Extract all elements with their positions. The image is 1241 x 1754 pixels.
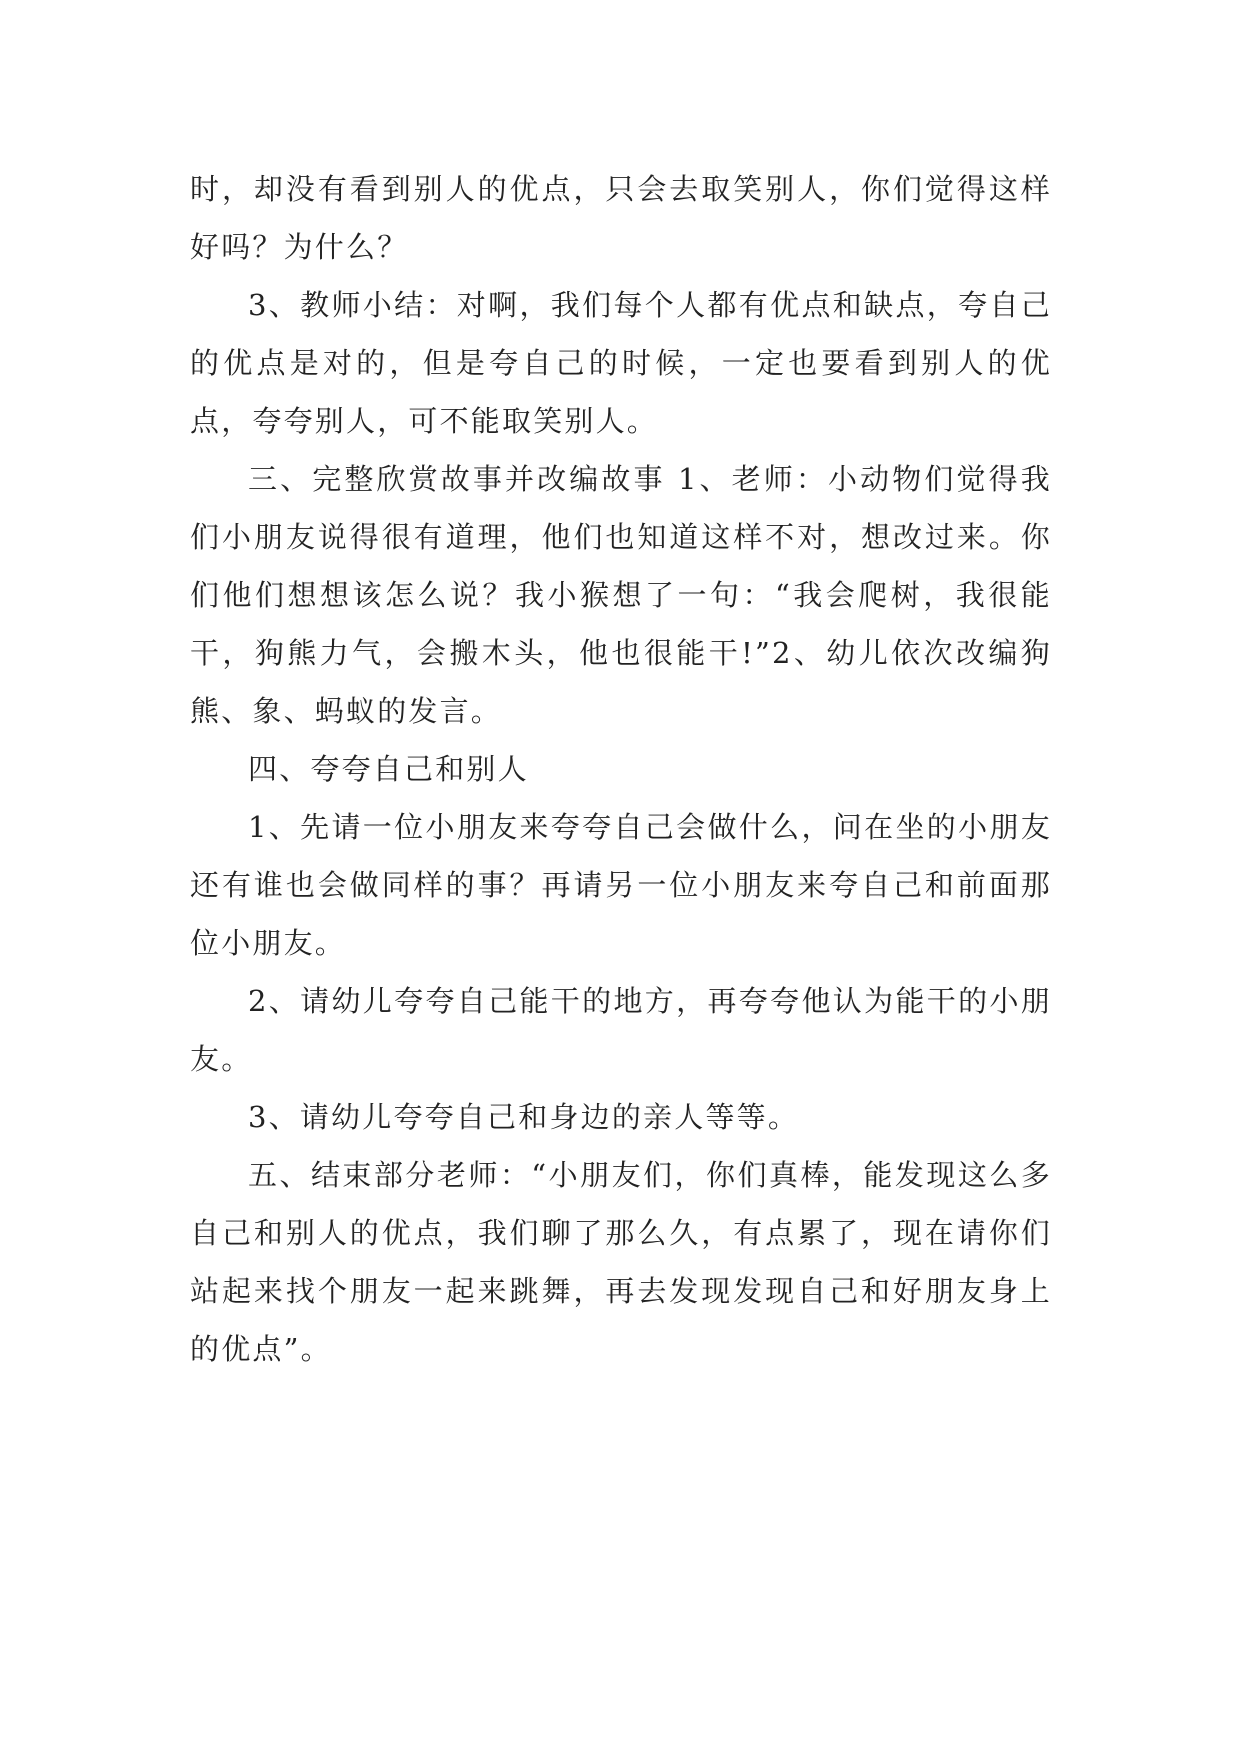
paragraph-teacher-summary: 3、教师小结：对啊，我们每个人都有优点和缺点，夸自己的优点是对的，但是夸自己的时候，一定也要看到别人的优点，夸夸别人，可不能取笑别人。 [190, 288, 1052, 438]
paragraph-continuation: 时，却没有看到别人的优点，只会去取笑别人，你们觉得这样好吗？为什么？ [190, 172, 1052, 264]
paragraph-section-five: 五、结束部分老师：“小朋友们，你们真棒，能发现这么多自己和别人的优点，我们聊了那么久，有点累了，现在请你们站起来找个朋友一起来跳舞，再去发现发现自己和好朋友身上的优点”。 [190, 1158, 1052, 1366]
paragraph-item-one: 1、先请一位小朋友来夸夸自己会做什么，问在坐的小朋友还有谁也会做同样的事？再请另一位小朋友来夸自己和前面那位小朋友。 [190, 810, 1052, 960]
paragraph-section-four-heading: 四、夸夸自己和别人 [248, 752, 529, 786]
paragraph-item-three: 3、请幼儿夸夸自己和身边的亲人等等。 [248, 1100, 800, 1134]
paragraph-item-two: 2、请幼儿夸夸自己能干的地方，再夸夸他认为能干的小朋友。 [190, 984, 1052, 1076]
paragraph-section-three: 三、完整欣赏故事并改编故事 1、老师：小动物们觉得我们小朋友说得很有道理，他们也知道这样不对，想改过来。你们他们想想该怎么说？我小猴想了一句：“我会爬树，我很能干，狗熊力气，会搬木头，他也很能干!”2、幼儿依次改编狗熊、象、蚂蚁的发言。 [190, 462, 1052, 728]
document-body [190, 160, 1052, 1378]
